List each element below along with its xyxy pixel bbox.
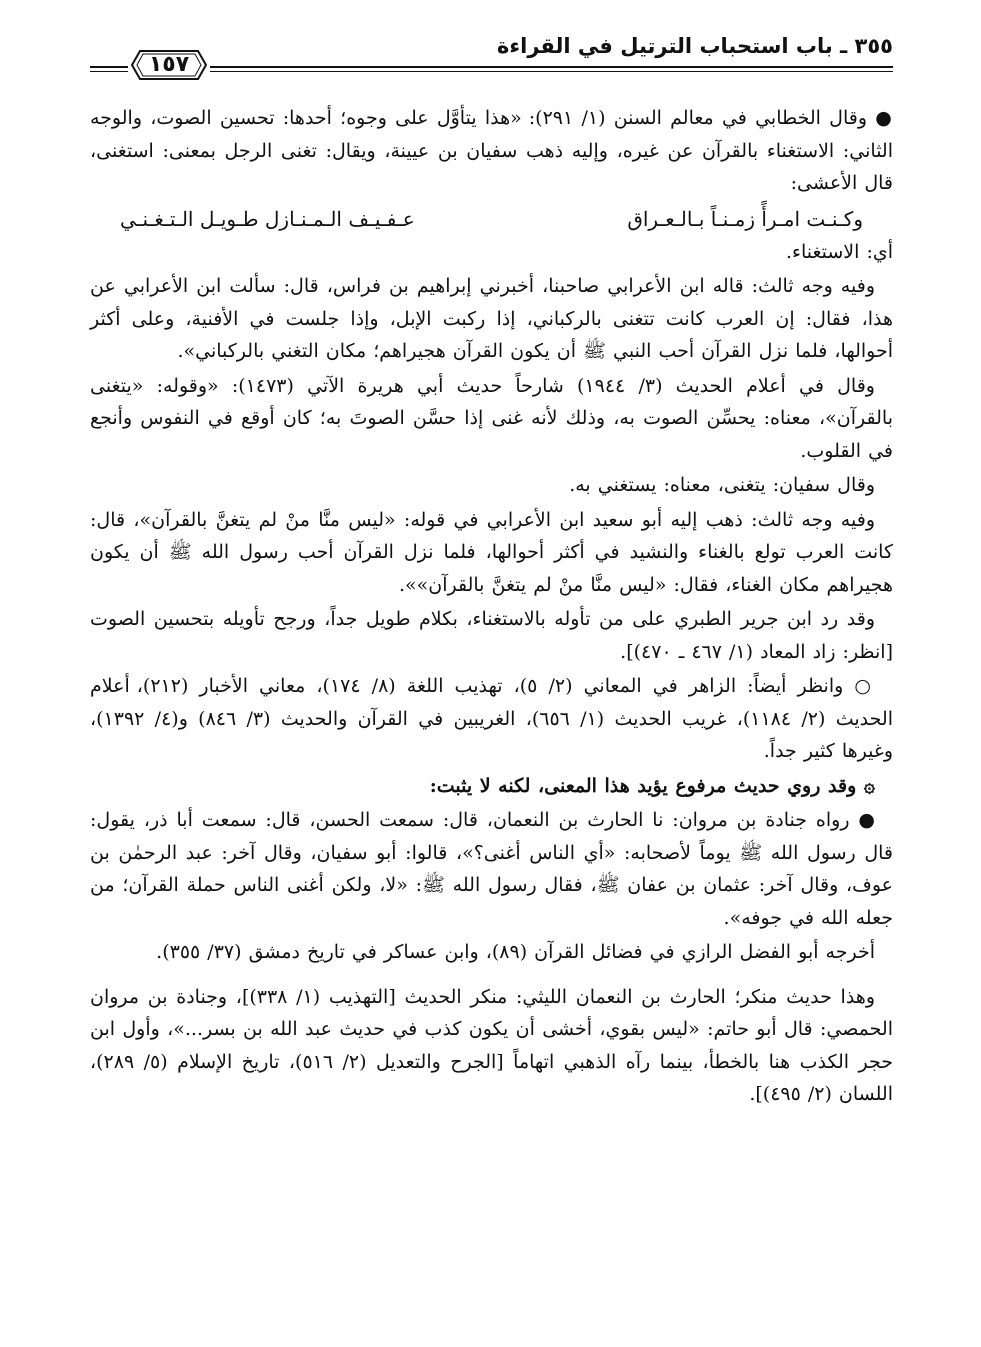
paragraph-tabari: وقد رد ابن جرير الطبري على من تأوله بالاستغناء، بكلام طويل جداً، ورجح تأويله بتحسين الصوت [انظر: زاد المعاد (١/ ٤٦٧ ـ ٤٧٠)].	[90, 608, 893, 663]
paragraph-sufyan: وقال سفيان: يتغنى، معناه: يستغني به.	[569, 474, 875, 496]
chapter-title: ٣٥٥ ـ باب استحباب الترتيل في القراءة	[497, 34, 893, 58]
paragraph-khattabi: ● وقال الخطابي في معالم السنن (١/ ٢٩١): «هذا يتأوَّل على وجوه؛ أحدها: تحسين الصوت، والوجه الثاني: الاستغناء بالقرآن عن غيره، وإليه ذهب سفيان بن عيينة، ويقال: تغنى الرجل بمعنى: استغنى، قال الأعشى:	[90, 107, 893, 194]
paragraph-third-view: وفيه وجه ثالث: قاله ابن الأعرابي صاحبنا، أخبرني إبراهيم بن فراس، قال: سألت ابن الأعرابي عن هذا، فقال: إن العرب كانت تتغنى بالركباني، إذا ركبت الإبل، وإذا جلست في الأفنية، وعلى أكثر أحوالها، فلما نزل القرآن أحب النبي ﷺ أن يكون القرآن هجيراهم؛ مكان التغني بالركباني».	[90, 275, 893, 362]
page-header	[90, 28, 893, 84]
page-number: ١٥٧	[148, 52, 190, 77]
verse-second-hemistich: عـفـيـف الـمـنـازل طـويـل الـتـغـنـي	[120, 206, 415, 231]
header-left-rule	[90, 66, 128, 72]
paragraph-references: ○ وانظر أيضاً: الزاهر في المعاني (٢/ ٥)، تهذيب اللغة (٨/ ١٧٤)، معاني الأخبار (٢١٢)، أعلام الحديث (٢/ ١١٨٤)، غريب الحديث (١/ ٦٥٦)، الغريبين في القرآن والحديث (٣/ ٨٤٦) و(٤/ ١٣٩٢)، وغيرها كثير جداً.	[90, 675, 893, 762]
paragraph-alam-hadith: وقال في أعلام الحديث (٣/ ١٩٤٤) شارحاً حديث أبي هريرة الآتي (١٤٧٣): «وقوله: «يتغنى بالقرآن»، معناه: يحسِّن الصوت به، وذلك لأنه غنى إذا حسَّن الصوتَ به؛ كان أوقع في النفوس وأنجع في القلوب.	[90, 374, 893, 462]
poetry-verse	[90, 202, 893, 236]
paragraph-junada: ● رواه جنادة بن مروان: نا الحارث بن النعمان، قال: سمعت الحسن، قال: سمعت أبا ذر، يقول: قال رسول الله ﷺ يوماً لأصحابه: «أي الناس أغنى؟»، قالوا: أبو سفيان، وقال آخر: عبد الرحمٰن بن عوف، وقال آخر: عثمان بن عفان ﷺ، فقال رسول الله ﷺ: «لا، ولكن أغنى الناس حملة القرآن؛ من جعله الله في جوفه».	[90, 809, 893, 929]
page-number-badge	[130, 48, 208, 82]
paragraph-ibn-arabi: وفيه وجه ثالث: ذهب إليه أبو سعيد ابن الأعرابي في قوله: «ليس منَّا منْ لم يتغنَّ بالقرآن»، قال: كانت العرب تولع بالغناء والنشيد في أكثر أحوالها، فلما نزل القرآن أحب رسول الله ﷺ أن يكون هجيراهم مكان الغناء، فقال: «ليس منَّا منْ لم يتغنَّ بالقرآن»».	[90, 508, 893, 596]
section-heading: ۞ وقد روي حديث مرفوع يؤيد هذا المعنى، لكنه لا يثبت:	[429, 774, 875, 797]
paragraph-verdict: وهذا حديث منكر؛ الحارث بن النعمان الليثي: منكر الحديث [التهذيب (١/ ٣٣٨)]، وجنادة بن مروان الحمصي: قال أبو حاتم: «ليس بقوي، أخشى أن يكون كذب في حديث عبد الله بن بسر...»، وأول ابن حجر الكذب هنا بالخطأ، بينما رآه الذهبي اتهاماً [الجرح والتعديل (٢/ ٥١٦)، تاريخ الإسلام (٥/ ٢٨٩)، اللسان (٢/ ٤٩٥)].	[90, 985, 893, 1105]
paragraph-meaning: أي: الاستغناء.	[785, 240, 893, 263]
header-rule	[210, 66, 893, 72]
verse-first-hemistich: وكـنـت امـرأً زمـنـاً بـالـعـراق	[627, 206, 863, 231]
spacer	[90, 971, 893, 981]
paragraph-takhrij: أخرجه أبو الفضل الرازي في فضائل القرآن (٨٩)، وابن عساكر في تاريخ دمشق (٣٧/ ٣٥٥).	[156, 941, 875, 963]
page-content	[90, 102, 893, 1113]
